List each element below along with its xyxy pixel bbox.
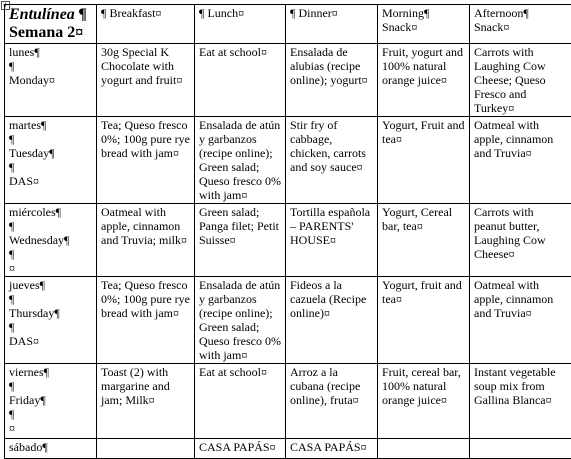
lunch-cell: Ensalada de atún y garbanzos (recipe online); Green salad; Queso fresco 0% with jam¤ [195, 117, 286, 204]
afternoon-snack-cell: Carrots with peanut butter, Laughing Cow Cheese¤ [470, 204, 571, 277]
day-line: martes¶ [9, 118, 92, 132]
afternoon-snack-cell: Oatmeal with apple, cinnamon and Truvia¤ [470, 277, 571, 364]
day-line: viernes¶ [9, 365, 92, 379]
breakfast-cell [97, 439, 195, 459]
day-line: Thursday¶ [9, 306, 92, 320]
lunch-cell: CASA PAPÁS¤ [195, 439, 286, 459]
morning-snack-cell: Fruit, yogurt and 100% natural orange juice¤ [378, 44, 470, 117]
dinner-cell: Ensalada de alubias (recipe online); yogurt¤ [286, 44, 378, 117]
breakfast-cell: 30g Special K Chocolate with yogurt and fruit¤ [97, 44, 195, 117]
morning-snack-cell: Yogurt, fruit and tea¤ [378, 277, 470, 364]
dinner-cell: Fideos a la cazuela (Recipe online)¤ [286, 277, 378, 364]
afternoon-snack-cell: Oatmeal with apple, cinnamon and Truvia¤ [470, 117, 571, 204]
day-line: ¶ [9, 160, 92, 174]
day-line: ¶ [9, 219, 92, 233]
afternoon-snack-cell: Instant vegetable soup mix from Gallina Blanca¤ [470, 364, 571, 439]
day-line: ¤ [9, 261, 92, 275]
lunch-cell: Green salad; Panga filet; Petit Suisse¤ [195, 204, 286, 277]
breakfast-cell: Tea; Queso fresco 0%; 100g pure rye bread with jam¤ [97, 277, 195, 364]
day-line: ¶ [9, 407, 92, 421]
day-line: ¶ [9, 59, 92, 73]
day-cell [5, 364, 97, 439]
week-label: Semana 2¤ [9, 24, 92, 42]
lunch-cell: Ensalada de atún y garbanzos (recipe online); Green salad; Queso fresco 0% with jam¤ [195, 277, 286, 364]
afternoon-snack-cell: Carrots with Laughing Cow Cheese; Queso Fresco and Turkey¤ [470, 44, 571, 117]
header-row [5, 5, 571, 44]
day-cell [5, 204, 97, 277]
table-anchor-icon[interactable]: + [1, 1, 10, 10]
morning-snack-header: Morning¶ Snack¤ [378, 5, 470, 44]
day-line: ¶ [9, 247, 92, 261]
table-row [5, 204, 571, 277]
breakfast-cell: Oatmeal with apple, cinnamon and Truvia; milk¤ [97, 204, 195, 277]
breakfast-header: ¶ Breakfast¤ [97, 5, 195, 44]
day-line: Monday¤ [9, 73, 92, 87]
meal-plan-table [4, 4, 571, 459]
lunch-header: ¶ Lunch¤ [195, 5, 286, 44]
day-line: DAS¤ [9, 334, 92, 348]
morning-snack-cell [378, 439, 470, 459]
plan-title: Entulínea ¶ [9, 6, 92, 24]
dinner-cell: CASA PAPÁS¤ [286, 439, 378, 459]
breakfast-cell: Toast (2) with margarine and jam; Milk¤ [97, 364, 195, 439]
lunch-cell: Eat at school¤ [195, 364, 286, 439]
table-row [5, 439, 571, 459]
breakfast-cell: Tea; Queso fresco 0%; 100g pure rye bread with jam¤ [97, 117, 195, 204]
morning-snack-cell: Fruit, cereal bar, 100% natural orange juice¤ [378, 364, 470, 439]
day-line: ¶ [9, 379, 92, 393]
table-row [5, 44, 571, 117]
morning-snack-cell: Yogurt, Fruit and tea¤ [378, 117, 470, 204]
day-line: lunes¶ [9, 45, 92, 59]
day-line: ¶ [9, 292, 92, 306]
table-row [5, 277, 571, 364]
dinner-cell: Arroz a la cubana (recipe online), fruta¤ [286, 364, 378, 439]
day-cell [5, 44, 97, 117]
day-line: sábado¶ [9, 440, 92, 454]
day-line: DAS¤ [9, 174, 92, 188]
table-row [5, 364, 571, 439]
day-line: jueves¶ [9, 278, 92, 292]
day-cell [5, 117, 97, 204]
week-title-cell [5, 5, 97, 44]
afternoon-snack-header: Afternoon¶ Snack¤ [470, 5, 571, 44]
day-line: Wednesday¶ [9, 233, 92, 247]
dinner-cell: Stir fry of cabbage, chicken, carrots and soy sauce¤ [286, 117, 378, 204]
day-line: Tuesday¶ [9, 146, 92, 160]
day-line: miércoles¶ [9, 205, 92, 219]
dinner-cell: Tortilla española – PARENTS' HOUSE¤ [286, 204, 378, 277]
day-line: ¶ [9, 132, 92, 146]
day-line: Friday¶ [9, 393, 92, 407]
table-row [5, 117, 571, 204]
dinner-header: ¶ Dinner¤ [286, 5, 378, 44]
lunch-cell: Eat at school¤ [195, 44, 286, 117]
afternoon-snack-cell [470, 439, 571, 459]
day-line: ¶ [9, 320, 92, 334]
day-line: ¤ [9, 421, 92, 435]
morning-snack-cell: Yogurt, Cereal bar, tea¤ [378, 204, 470, 277]
day-cell [5, 277, 97, 364]
day-cell [5, 439, 97, 459]
